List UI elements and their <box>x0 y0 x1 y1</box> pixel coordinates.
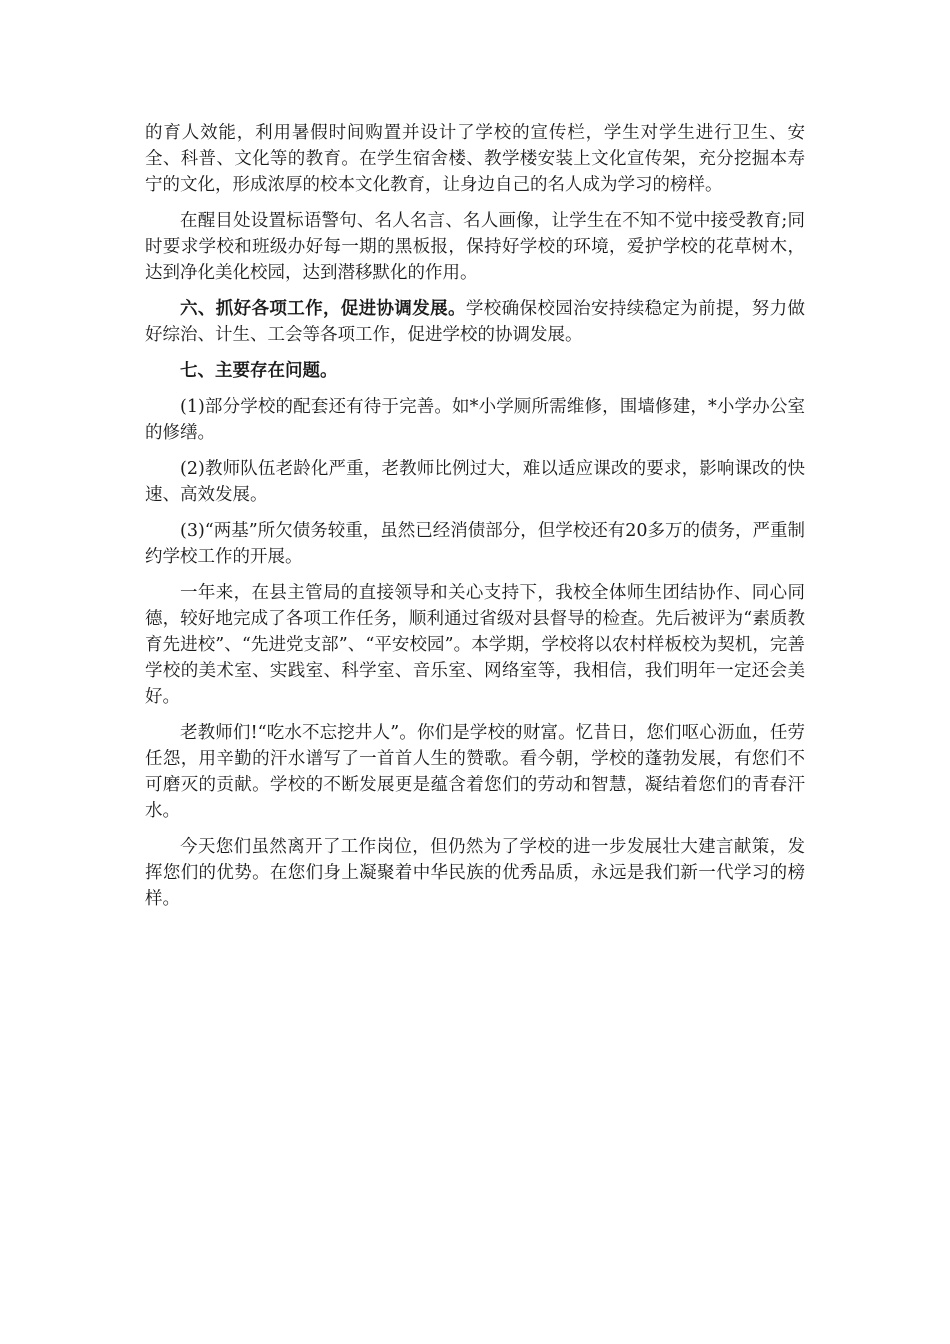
document-page <box>145 120 805 922</box>
paragraph-issue-1 <box>145 394 805 446</box>
paragraph-text: (1)部分学校的配套还有待于完善。如*小学厕所需维修，围墙修建，*小学办公室的修缮。 <box>145 397 805 443</box>
paragraph-closing <box>145 834 805 912</box>
paragraph-text: 在醒目处设置标语警句、名人名言、名人画像，让学生在不知不觉中接受教育;同时要求学校和班级办好每一期的黑板报，保持好学校的环境，爱护学校的花草树木，达到净化美化校园，达到潜移默化的作用。 <box>145 211 805 283</box>
paragraph-issue-3 <box>145 518 805 570</box>
paragraph-text: 一年来，在县主管局的直接领导和关心支持下，我校全体师生团结协作、同心同德，较好地完成了各项工作任务，顺利通过省级对县督导的检查。先后被评为“素质教育先进校”、“先进党支部”、“平安校园”。本学期，学校将以农村样板校为契机，完善学校的美术室、实践室、科学室、音乐室、网络室等，我相信，我们明年一定还会美好。 <box>145 583 805 707</box>
paragraph-text: (2)教师队伍老龄化严重，老教师比例过大，难以适应课改的要求，影响课改的快速、高效发展。 <box>145 459 805 505</box>
paragraph-2 <box>145 208 805 286</box>
paragraph-section-7 <box>145 358 805 384</box>
paragraph-text: 的育人效能，利用暑假时间购置并设计了学校的宣传栏，学生对学生进行卫生、安全、科普、文化等的教育。在学生宿舍楼、教学楼安装上文化宣传架，充分挖掘本寿宁的文化，形成浓厚的校本文化教育，让身边自己的名人成为学习的榜样。 <box>145 123 805 195</box>
paragraph-text: 学校确保校园治安持续稳定为前提，努力做好综治、计生、工会等各项工作，促进学校的协调发展。 <box>145 299 806 345</box>
section-heading: 六、抓好各项工作，促进协调发展。 <box>180 299 466 319</box>
paragraph-section-6 <box>145 296 805 348</box>
paragraph-text: 老教师们!“吃水不忘挖井人”。你们是学校的财富。忆昔日，您们呕心沥血，任劳任怨，用辛勤的汗水谱写了一首首人生的赞歌。看今朝，学校的蓬勃发展，有您们不可磨灭的贡献。学校的不断发展更是蕴含着您们的劳动和智慧，凝结着您们的青春汗水。 <box>145 723 805 821</box>
paragraph-tribute <box>145 720 805 824</box>
paragraph-issue-2 <box>145 456 805 508</box>
paragraph-text: (3)“两基”所欠债务较重，虽然已经消债部分，但学校还有20多万的债务，严重制约学校工作的开展。 <box>145 521 805 567</box>
paragraph-1 <box>145 120 805 198</box>
paragraph-summary <box>145 580 805 710</box>
section-heading: 七、主要存在问题。 <box>180 361 338 381</box>
paragraph-text: 今天您们虽然离开了工作岗位，但仍然为了学校的进一步发展壮大建言献策，发挥您们的优势。在您们身上凝聚着中华民族的优秀品质，永远是我们新一代学习的榜样。 <box>145 837 805 909</box>
